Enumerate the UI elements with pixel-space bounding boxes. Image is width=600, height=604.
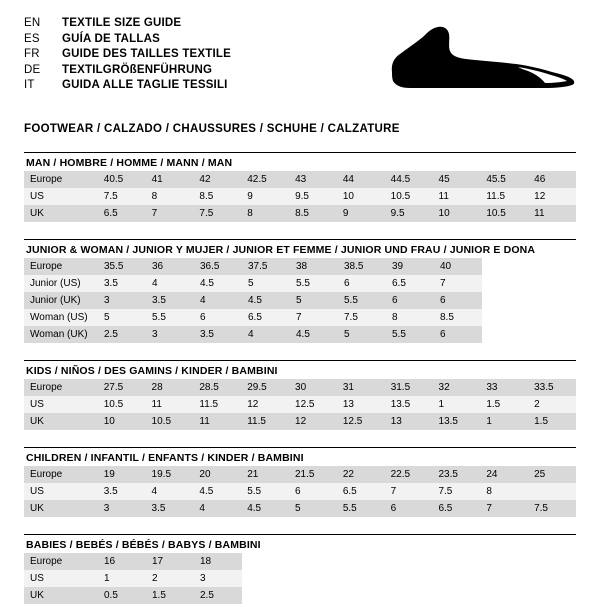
cell: 18	[194, 553, 242, 570]
cell: 0.5	[98, 587, 146, 604]
cell: 12.5	[337, 413, 385, 430]
language-row	[24, 17, 231, 33]
cell: 3.5	[98, 275, 146, 292]
size-table-kids	[24, 379, 576, 430]
cell: 5.5	[241, 483, 289, 500]
cell: 12	[289, 413, 337, 430]
cell: 10	[337, 188, 385, 205]
cell: 8.5	[434, 309, 482, 326]
cell: 1.5	[528, 413, 576, 430]
cell: 46	[528, 171, 576, 188]
cell: 13.5	[433, 413, 481, 430]
cell: 19	[98, 466, 146, 483]
cell: 9.5	[289, 188, 337, 205]
cell: 7.5	[432, 483, 480, 500]
row-label: US	[24, 483, 98, 500]
cell: 28.5	[193, 379, 241, 396]
cell: 2	[146, 570, 194, 587]
row-label: Europe	[24, 258, 98, 275]
table-row	[24, 396, 576, 413]
language-row	[24, 33, 231, 49]
cell: 16	[98, 553, 146, 570]
section-babies	[24, 534, 576, 604]
cell: 20	[193, 466, 241, 483]
size-tables-container	[0, 152, 600, 604]
table-row	[24, 570, 242, 587]
cell: 11.5	[241, 413, 289, 430]
table-row	[24, 171, 576, 188]
cell: 4	[242, 326, 290, 343]
cell: 43	[289, 171, 337, 188]
cell: 6.5	[386, 275, 434, 292]
cell: 5.5	[146, 309, 194, 326]
cell: 13	[385, 413, 433, 430]
section-title: KIDS / NIÑOS / DES GAMINS / KINDER / BAMBINI	[26, 365, 278, 377]
cell: 5	[289, 500, 337, 517]
cell: 8	[386, 309, 434, 326]
language-code: EN	[24, 17, 41, 29]
cell: 44	[337, 171, 385, 188]
cell: 10	[98, 413, 146, 430]
cell: 9	[241, 188, 289, 205]
language-title: GUIDA ALLE TAGLIE TESSILI	[62, 79, 228, 91]
table-row	[24, 292, 482, 309]
table-row	[24, 466, 576, 483]
size-table-man	[24, 171, 576, 222]
cell: 8.5	[193, 188, 241, 205]
cell: 11	[433, 188, 481, 205]
cell: 30	[289, 379, 337, 396]
language-title: GUÍA DE TALLAS	[62, 32, 160, 45]
cell: 3.5	[98, 483, 146, 500]
cell: 5	[242, 275, 290, 292]
cell: 5	[290, 292, 338, 309]
cell: 5	[98, 309, 146, 326]
cell: 38.5	[338, 258, 386, 275]
section-title: MAN / HOMBRE / HOMME / MANN / MAN	[26, 157, 233, 169]
cell: 25	[528, 466, 576, 483]
cell: 1	[480, 413, 528, 430]
cell: 9	[337, 205, 385, 222]
section-title: JUNIOR & WOMAN / JUNIOR Y MUJER / JUNIOR ET FEMME / JUNIOR UND FRAU / JUNIOR E DONA	[26, 244, 536, 256]
language-row	[24, 48, 231, 64]
language-title: GUIDE DES TAILLES TEXTILE	[62, 48, 231, 60]
row-label: Europe	[24, 379, 98, 396]
section-junior-woman	[24, 239, 576, 343]
language-code: IT	[24, 79, 35, 91]
section-divider	[24, 534, 576, 535]
cell: 8	[480, 483, 528, 500]
cell: 6	[434, 292, 482, 309]
cell: 3.5	[146, 500, 194, 517]
cell	[528, 483, 576, 500]
cell: 17	[146, 553, 194, 570]
cell: 12	[241, 396, 289, 413]
language-rows	[24, 17, 231, 95]
row-label: Europe	[24, 553, 98, 570]
table-row	[24, 205, 576, 222]
cell: 10.5	[98, 396, 146, 413]
table-row	[24, 326, 482, 343]
table-row	[24, 188, 576, 205]
cell: 6.5	[242, 309, 290, 326]
row-label: Woman (UK)	[24, 326, 98, 343]
cell: 7	[385, 483, 433, 500]
section-title: BABIES / BEBÉS / BÉBÉS / BABYS / BAMBINI	[26, 539, 261, 551]
language-code: ES	[24, 32, 40, 45]
section-divider	[24, 360, 576, 361]
cell: 19.5	[146, 466, 194, 483]
table-row	[24, 553, 242, 570]
document-header	[0, 0, 600, 112]
cell: 45	[433, 171, 481, 188]
cell: 37.5	[242, 258, 290, 275]
cell: 6.5	[98, 205, 146, 222]
cell: 32	[433, 379, 481, 396]
table-row	[24, 500, 576, 517]
cell: 4	[193, 500, 241, 517]
row-label: Junior (UK)	[24, 292, 98, 309]
cell: 3.5	[194, 326, 242, 343]
cell: 21	[241, 466, 289, 483]
cell: 6	[434, 326, 482, 343]
cell: 28	[146, 379, 194, 396]
cell: 39	[386, 258, 434, 275]
cell: 6	[194, 309, 242, 326]
cell: 1	[433, 396, 481, 413]
cell: 6	[385, 500, 433, 517]
cell: 10.5	[385, 188, 433, 205]
cell: 6	[386, 292, 434, 309]
row-label: US	[24, 188, 98, 205]
cell: 4.5	[241, 500, 289, 517]
language-row	[24, 64, 231, 80]
cell: 41	[146, 171, 194, 188]
cell: 45.5	[480, 171, 528, 188]
row-label: UK	[24, 413, 98, 430]
cell: 11	[146, 396, 194, 413]
row-label: Europe	[24, 171, 98, 188]
cell: 35.5	[98, 258, 146, 275]
row-label: Junior (US)	[24, 275, 98, 292]
language-title-table	[24, 17, 231, 95]
cell: 7.5	[528, 500, 576, 517]
cell: 29.5	[241, 379, 289, 396]
cell: 12	[528, 188, 576, 205]
cell: 7	[480, 500, 528, 517]
cell: 6.5	[337, 483, 385, 500]
table-row	[24, 258, 482, 275]
cell: 38	[290, 258, 338, 275]
language-row	[24, 79, 231, 95]
cell: 42	[193, 171, 241, 188]
cell: 1	[98, 570, 146, 587]
cell: 40	[434, 258, 482, 275]
cell: 4.5	[194, 275, 242, 292]
cell: 33	[480, 379, 528, 396]
cell: 3	[98, 292, 146, 309]
cell: 31	[337, 379, 385, 396]
cell: 23.5	[432, 466, 480, 483]
language-title: TEXTILE SIZE GUIDE	[62, 17, 182, 29]
cell: 3.5	[146, 292, 194, 309]
row-label: US	[24, 570, 98, 587]
cell: 8	[241, 205, 289, 222]
cell: 40.5	[98, 171, 146, 188]
cell: 2.5	[194, 587, 242, 604]
cell: 11.5	[193, 396, 241, 413]
cell: 7.5	[98, 188, 146, 205]
language-code: FR	[24, 48, 40, 60]
cell: 5.5	[338, 292, 386, 309]
cell: 6.5	[432, 500, 480, 517]
section-children	[24, 447, 576, 517]
row-label: US	[24, 396, 98, 413]
language-code: DE	[24, 63, 41, 76]
cell: 6	[338, 275, 386, 292]
section-divider	[24, 447, 576, 448]
cell: 5.5	[386, 326, 434, 343]
table-row	[24, 275, 482, 292]
cell: 4	[194, 292, 242, 309]
size-table-junior-woman	[24, 258, 482, 343]
cell: 4	[146, 275, 194, 292]
language-title: TEXTILGRÖßENFÜHRUNG	[62, 63, 213, 76]
cell: 2	[528, 396, 576, 413]
cell: 24	[480, 466, 528, 483]
cell: 7	[146, 205, 194, 222]
cell: 31.5	[385, 379, 433, 396]
table-row	[24, 379, 576, 396]
section-kids	[24, 360, 576, 430]
cell: 11	[193, 413, 241, 430]
cell: 22	[337, 466, 385, 483]
cell: 1.5	[480, 396, 528, 413]
dress-shoe-icon	[390, 24, 576, 90]
cell: 7.5	[338, 309, 386, 326]
cell: 42.5	[241, 171, 289, 188]
cell: 5	[338, 326, 386, 343]
section-man	[24, 152, 576, 222]
cell: 7.5	[193, 205, 241, 222]
table-row	[24, 309, 482, 326]
cell: 4.5	[193, 483, 241, 500]
row-label: UK	[24, 587, 98, 604]
cell: 8	[146, 188, 194, 205]
cell: 7	[434, 275, 482, 292]
cell: 12.5	[289, 396, 337, 413]
cell: 36.5	[194, 258, 242, 275]
cell: 5.5	[337, 500, 385, 517]
cell: 3	[98, 500, 146, 517]
section-divider	[24, 152, 576, 153]
cell: 4.5	[242, 292, 290, 309]
cell: 36	[146, 258, 194, 275]
cell: 2.5	[98, 326, 146, 343]
cell: 4.5	[290, 326, 338, 343]
size-table-babies	[24, 553, 242, 604]
cell: 22.5	[385, 466, 433, 483]
cell: 13	[337, 396, 385, 413]
row-label: Europe	[24, 466, 98, 483]
table-row	[24, 483, 576, 500]
cell: 27.5	[98, 379, 146, 396]
size-table-children	[24, 466, 576, 517]
table-row	[24, 587, 242, 604]
cell: 3	[194, 570, 242, 587]
cell: 11	[528, 205, 576, 222]
cell: 44.5	[385, 171, 433, 188]
section-title: CHILDREN / INFANTIL / ENFANTS / KINDER / BAMBINI	[26, 452, 304, 464]
cell: 10.5	[146, 413, 194, 430]
cell: 11.5	[480, 188, 528, 205]
cell: 1.5	[146, 587, 194, 604]
cell: 33.5	[528, 379, 576, 396]
cell: 6	[289, 483, 337, 500]
cell: 9.5	[385, 205, 433, 222]
row-label: UK	[24, 205, 98, 222]
cell: 13.5	[385, 396, 433, 413]
cell: 21.5	[289, 466, 337, 483]
section-divider	[24, 239, 576, 240]
cell: 5.5	[290, 275, 338, 292]
cell: 7	[290, 309, 338, 326]
cell: 8.5	[289, 205, 337, 222]
cell: 3	[146, 326, 194, 343]
cell: 4	[146, 483, 194, 500]
row-label: UK	[24, 500, 98, 517]
table-row	[24, 413, 576, 430]
cell: 10	[433, 205, 481, 222]
row-label: Woman (US)	[24, 309, 98, 326]
cell: 10.5	[480, 205, 528, 222]
category-line: FOOTWEAR / CALZADO / CHAUSSURES / SCHUHE / CALZATURE	[24, 123, 400, 135]
